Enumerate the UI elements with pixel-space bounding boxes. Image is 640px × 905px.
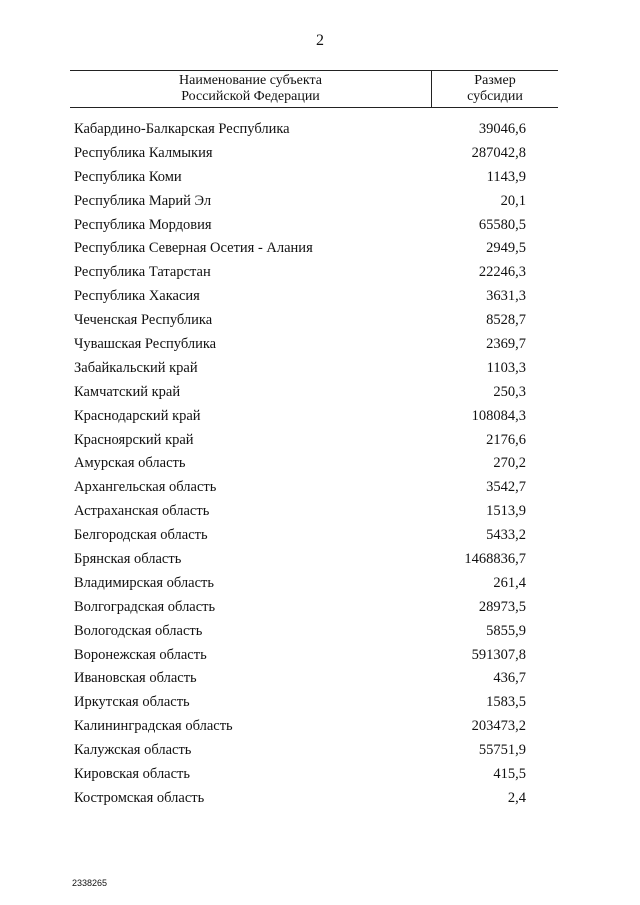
- subsidy-value: 203473,2: [471, 718, 526, 735]
- table-row: [74, 261, 526, 285]
- subsidy-value: 1468836,7: [464, 551, 526, 568]
- header-subject-name: [70, 71, 432, 107]
- table-body: [74, 118, 526, 811]
- subsidy-value: 108084,3: [471, 407, 526, 424]
- subsidy-value: 261,4: [493, 574, 526, 591]
- subject-name: Краснодарский край: [74, 407, 201, 424]
- subsidy-value: 250,3: [493, 383, 526, 400]
- subject-name: Астраханская область: [74, 503, 210, 520]
- subsidy-value: 270,2: [493, 455, 526, 472]
- subject-name: Калининградская область: [74, 718, 233, 735]
- table-row: [74, 715, 526, 739]
- table-row: [74, 596, 526, 620]
- table-row: [74, 142, 526, 166]
- subject-name: Республика Калмыкия: [74, 144, 213, 161]
- subject-name: Камчатский край: [74, 383, 181, 400]
- subject-name: Амурская область: [74, 455, 186, 472]
- subject-name: Республика Хакасия: [74, 288, 200, 305]
- table-row: [74, 548, 526, 572]
- subsidy-value: 2176,6: [486, 431, 526, 448]
- table-row: [74, 476, 526, 500]
- subject-name: Кировская область: [74, 766, 191, 783]
- table-row: [74, 763, 526, 787]
- subject-name: Владимирская область: [74, 574, 214, 591]
- table-row: [74, 214, 526, 238]
- table-row: [74, 429, 526, 453]
- subsidy-value: 8528,7: [486, 312, 526, 329]
- table-header: [70, 70, 558, 108]
- subsidy-value: 28973,5: [478, 598, 526, 615]
- subsidy-value: 5855,9: [486, 622, 526, 639]
- subject-name: Волгоградская область: [74, 598, 216, 615]
- table-row: [74, 357, 526, 381]
- table-row: [74, 333, 526, 357]
- header-subject-name-line1: Наименование субъекта: [179, 73, 322, 88]
- subject-name: Воронежская область: [74, 646, 207, 663]
- subject-name: Иркутская область: [74, 694, 190, 711]
- subsidy-value: 2949,5: [486, 240, 526, 257]
- subsidy-value: 22246,3: [478, 264, 526, 281]
- subsidy-value: 2,4: [507, 789, 526, 806]
- subject-name: Ивановская область: [74, 670, 197, 687]
- subject-name: Республика Татарстан: [74, 264, 211, 281]
- subject-name: Республика Северная Осетия - Алания: [74, 240, 313, 257]
- subject-name: Забайкальский край: [74, 359, 198, 376]
- subject-name: Белгородская область: [74, 527, 208, 544]
- subject-name: Красноярский край: [74, 431, 194, 448]
- subject-name: Республика Марий Эл: [74, 192, 212, 209]
- subsidy-value: 1513,9: [486, 503, 526, 520]
- table-row: [74, 237, 526, 261]
- table-row: [74, 381, 526, 405]
- table-row: [74, 739, 526, 763]
- subsidy-value: 3542,7: [486, 479, 526, 496]
- subject-name: Калужская область: [74, 742, 192, 759]
- table-row: [74, 309, 526, 333]
- subject-name: Брянская область: [74, 551, 182, 568]
- subsidy-value: 3631,3: [486, 288, 526, 305]
- table-row: [74, 620, 526, 644]
- table-row: [74, 190, 526, 214]
- table-row: [74, 285, 526, 309]
- subsidy-value: 1583,5: [486, 694, 526, 711]
- subsidy-value: 591307,8: [471, 646, 526, 663]
- table-row: [74, 667, 526, 691]
- table-row: [74, 644, 526, 668]
- table-row: [74, 572, 526, 596]
- subject-name: Республика Коми: [74, 168, 182, 185]
- table-row: [74, 405, 526, 429]
- table-row: [74, 452, 526, 476]
- table-row: [74, 500, 526, 524]
- subsidy-value: 39046,6: [478, 121, 526, 137]
- subsidy-value: 436,7: [493, 670, 526, 687]
- table-row: [74, 118, 526, 142]
- subsidy-value: 55751,9: [478, 742, 526, 759]
- subject-name: Чеченская Республика: [74, 312, 213, 329]
- subsidy-value: 287042,8: [471, 144, 526, 161]
- subsidy-value: 1143,9: [486, 168, 526, 185]
- subsidy-value: 2369,7: [486, 336, 526, 353]
- subject-name: Кабардино-Балкарская Республика: [74, 121, 290, 137]
- header-subsidy-size-line2: субсидии: [467, 89, 523, 104]
- subsidy-value: 415,5: [493, 766, 526, 783]
- table-row: [74, 787, 526, 811]
- table-row: [74, 166, 526, 190]
- subsidy-value: 20,1: [500, 192, 526, 209]
- subject-name: Чувашская Республика: [74, 336, 217, 353]
- table-row: [74, 691, 526, 715]
- table-row: [74, 524, 526, 548]
- subject-name: Костромская область: [74, 789, 205, 806]
- subsidy-value: 1103,3: [486, 359, 526, 376]
- subject-name: Республика Мордовия: [74, 216, 212, 233]
- subsidy-value: 5433,2: [486, 527, 526, 544]
- header-subject-name-line2: Российской Федерации: [181, 89, 320, 104]
- subject-name: Архангельская область: [74, 479, 217, 496]
- header-subsidy-size: [432, 71, 558, 107]
- document-code: 2338265: [72, 878, 108, 888]
- page-number: 2: [316, 32, 324, 49]
- subsidy-value: 65580,5: [478, 216, 526, 233]
- header-subsidy-size-line1: Размер: [474, 73, 516, 88]
- subject-name: Вологодская область: [74, 622, 203, 639]
